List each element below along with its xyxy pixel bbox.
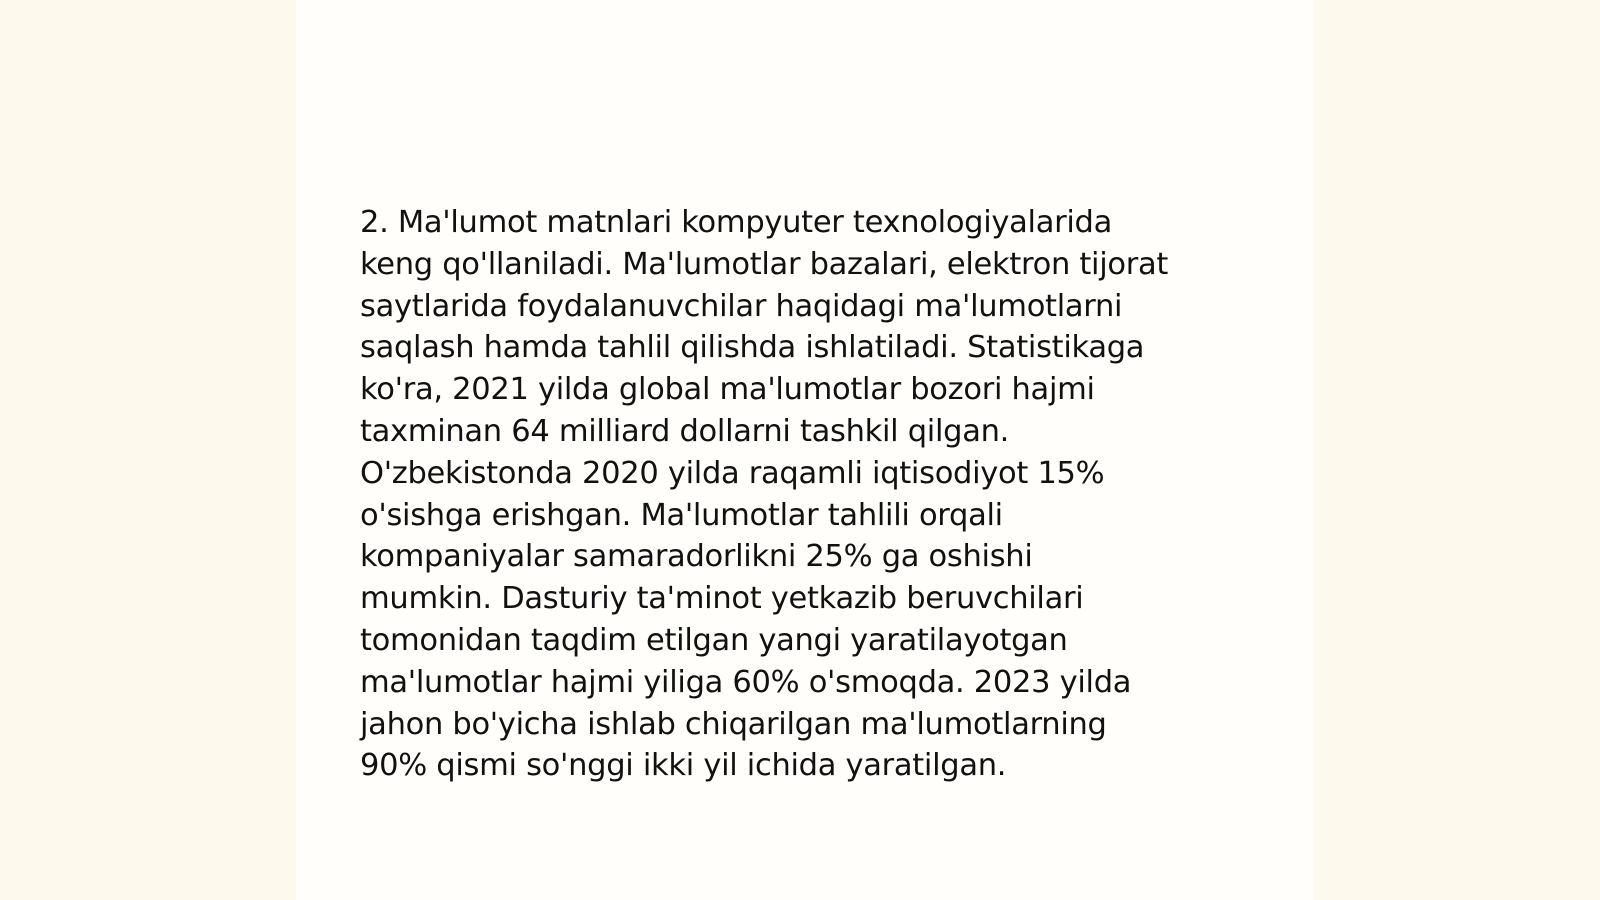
text-line: 2. Ma'lumot matnlari kompyuter texnologiyalarida: [360, 205, 1112, 240]
text-line: mumkin. Dasturiy ta'minot yetkazib beruvchilari: [360, 581, 1084, 617]
text-line: keng qo'llaniladi. Ma'lumotlar bazalari, elektron tijorat: [360, 246, 1169, 282]
text-line: O'zbekistonda 2020 yilda raqamli iqtisodiyot 15%: [360, 455, 1105, 491]
text-line: tomonidan taqdim etilgan yangi yaratilayotgan: [360, 622, 1068, 658]
text-line: taxminan 64 milliard dollarni tashkil qilgan.: [360, 413, 1010, 449]
text-line: kompaniyalar samaradorlikni 25% ga oshishi: [360, 539, 1033, 575]
text-line: jahon bo'yicha ishlab chiqarilgan ma'lumotlarning: [360, 706, 1107, 742]
text-line: 90% qismi so'nggi ikki yil ichida yaratilgan.: [360, 748, 1007, 784]
text-line: ma'lumotlar hajmi yiliga 60% o'smoqda. 2023 yilda: [360, 664, 1132, 700]
text-line: saytlarida foydalanuvchilar haqidagi ma'lumotlarni: [360, 288, 1123, 324]
text-line: saqlash hamda tahlil qilishda ishlatiladi. Statistikaga: [360, 330, 1145, 366]
slide-page: [296, 0, 1314, 900]
slide-body-text: [360, 202, 1260, 787]
text-line: ko'ra, 2021 yilda global ma'lumotlar bozori hajmi: [360, 372, 1095, 408]
text-line: o'sishga erishgan. Ma'lumotlar tahlili orqali: [360, 497, 1003, 533]
